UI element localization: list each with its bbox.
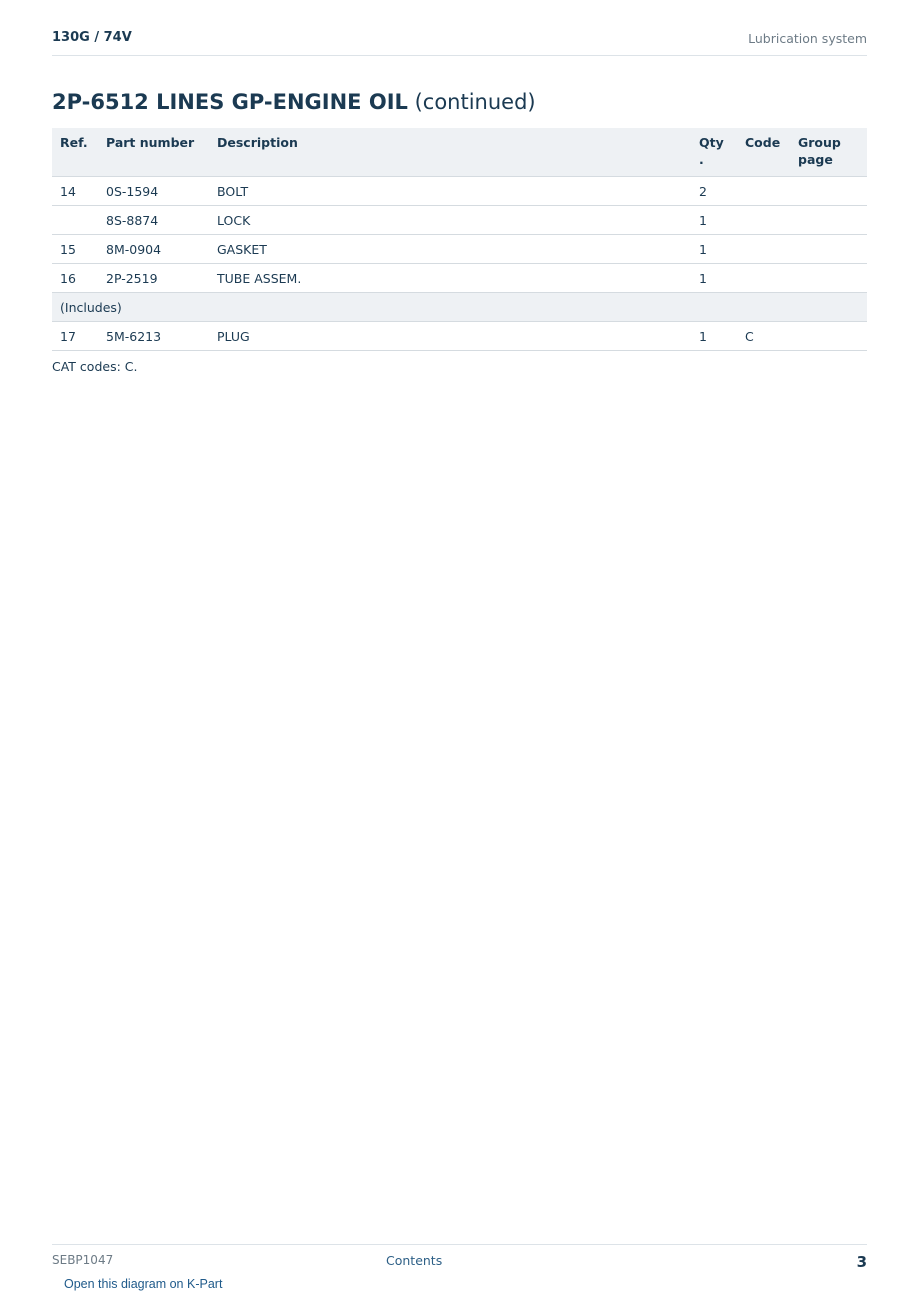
kpart-link[interactable]: Open this diagram on K-Part: [64, 1277, 223, 1291]
title-main: 2P-6512 LINES GP-ENGINE OIL: [52, 90, 408, 114]
cell-qty: 1: [691, 206, 737, 235]
cell-part-number: 8S-8874: [98, 206, 209, 235]
cell-part-number: 0S-1594: [98, 177, 209, 206]
table-note-row: [52, 293, 867, 322]
title-suffix: (continued): [414, 90, 536, 114]
cell-group-page: [790, 177, 867, 206]
column-header-group-page: Group page: [790, 128, 867, 177]
section-label: Lubrication system: [748, 31, 867, 46]
cell-part-number: 5M-6213: [98, 322, 209, 351]
cell-ref: 17: [52, 322, 98, 351]
cell-code: [737, 264, 790, 293]
cell-part-number: 2P-2519: [98, 264, 209, 293]
cell-code: [737, 177, 790, 206]
page-number: 3: [856, 1253, 867, 1271]
cell-ref: 15: [52, 235, 98, 264]
cell-code: [737, 206, 790, 235]
cell-qty: 1: [691, 264, 737, 293]
table-header-row: [52, 128, 867, 177]
cell-qty: 1: [691, 235, 737, 264]
cell-ref: 14: [52, 177, 98, 206]
column-header-description: Description: [209, 128, 691, 177]
cell-part-number: 8M-0904: [98, 235, 209, 264]
cell-qty: 2: [691, 177, 737, 206]
cell-ref: 16: [52, 264, 98, 293]
cell-description: TUBE ASSEM.: [209, 264, 691, 293]
contents-link[interactable]: Contents: [386, 1253, 443, 1268]
table-row: [52, 322, 867, 351]
cell-qty: 1: [691, 322, 737, 351]
model-label: 130G / 74V: [52, 30, 132, 45]
includes-note: (Includes): [52, 293, 867, 322]
column-header-code: Code: [737, 128, 790, 177]
cell-code: [737, 235, 790, 264]
document-id: SEBP1047: [52, 1253, 114, 1267]
cell-ref: [52, 206, 98, 235]
cell-description: PLUG: [209, 322, 691, 351]
cell-group-page: [790, 322, 867, 351]
table-row: [52, 177, 867, 206]
cell-description: BOLT: [209, 177, 691, 206]
cell-group-page: [790, 206, 867, 235]
table-row: [52, 264, 867, 293]
cell-description: LOCK: [209, 206, 691, 235]
column-header-part-number: Part number: [98, 128, 209, 177]
page-footer: [52, 1244, 867, 1275]
cell-group-page: [790, 235, 867, 264]
cell-group-page: [790, 264, 867, 293]
parts-table: [52, 128, 867, 351]
table-row: [52, 235, 867, 264]
cell-description: GASKET: [209, 235, 691, 264]
cat-codes-note: CAT codes: C.: [52, 359, 138, 374]
table-row: [52, 206, 867, 235]
cell-code: C: [737, 322, 790, 351]
column-header-ref: Ref.: [52, 128, 98, 177]
page-title: [52, 90, 536, 114]
column-header-qty: Qty .: [691, 128, 737, 177]
page-header: [52, 28, 867, 56]
